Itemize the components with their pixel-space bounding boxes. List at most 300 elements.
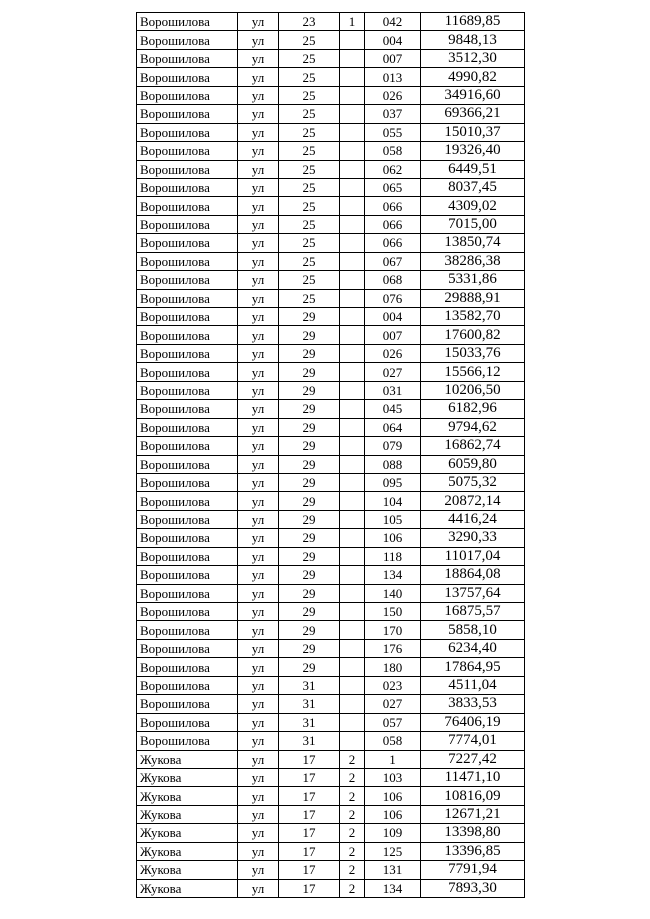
table-row bbox=[137, 142, 525, 160]
street-type-cell: ул bbox=[238, 142, 279, 160]
apartment-number-cell: 013 bbox=[365, 68, 421, 86]
house-number-cell: 31 bbox=[279, 713, 340, 731]
amount-cell: 17864,95 bbox=[421, 658, 525, 676]
house-number-cell: 31 bbox=[279, 695, 340, 713]
table-row bbox=[137, 842, 525, 860]
table-row bbox=[137, 750, 525, 768]
street-cell: Ворошилова bbox=[137, 492, 238, 510]
house-number-cell: 25 bbox=[279, 289, 340, 307]
table-row bbox=[137, 584, 525, 602]
street-cell: Жукова bbox=[137, 861, 238, 879]
apartment-number-cell: 140 bbox=[365, 584, 421, 602]
building-number-cell bbox=[340, 603, 365, 621]
building-number-cell bbox=[340, 566, 365, 584]
building-number-cell bbox=[340, 105, 365, 123]
street-type-cell: ул bbox=[238, 86, 279, 104]
house-number-cell: 25 bbox=[279, 49, 340, 67]
street-cell: Ворошилова bbox=[137, 676, 238, 694]
building-number-cell bbox=[340, 68, 365, 86]
building-number-cell: 2 bbox=[340, 824, 365, 842]
street-cell: Ворошилова bbox=[137, 142, 238, 160]
street-cell: Ворошилова bbox=[137, 289, 238, 307]
street-cell: Ворошилова bbox=[137, 105, 238, 123]
apartment-number-cell: 088 bbox=[365, 455, 421, 473]
street-cell: Ворошилова bbox=[137, 584, 238, 602]
amount-cell: 6182,96 bbox=[421, 400, 525, 418]
street-type-cell: ул bbox=[238, 529, 279, 547]
street-cell: Ворошилова bbox=[137, 215, 238, 233]
street-type-cell: ул bbox=[238, 326, 279, 344]
apartment-number-cell: 106 bbox=[365, 787, 421, 805]
building-number-cell bbox=[340, 381, 365, 399]
table-row bbox=[137, 308, 525, 326]
building-number-cell bbox=[340, 639, 365, 657]
amount-cell: 16875,57 bbox=[421, 603, 525, 621]
table-row bbox=[137, 160, 525, 178]
apartment-number-cell: 058 bbox=[365, 142, 421, 160]
amount-cell: 18864,08 bbox=[421, 566, 525, 584]
amount-cell: 3512,30 bbox=[421, 49, 525, 67]
street-type-cell: ул bbox=[238, 492, 279, 510]
table-row bbox=[137, 381, 525, 399]
amount-cell: 13757,64 bbox=[421, 584, 525, 602]
table-row bbox=[137, 363, 525, 381]
building-number-cell bbox=[340, 289, 365, 307]
street-cell: Ворошилова bbox=[137, 547, 238, 565]
building-number-cell bbox=[340, 252, 365, 270]
house-number-cell: 29 bbox=[279, 621, 340, 639]
amount-cell: 29888,91 bbox=[421, 289, 525, 307]
street-type-cell: ул bbox=[238, 566, 279, 584]
amount-cell: 3290,33 bbox=[421, 529, 525, 547]
house-number-cell: 17 bbox=[279, 768, 340, 786]
table-row bbox=[137, 86, 525, 104]
street-cell: Жукова bbox=[137, 787, 238, 805]
street-cell: Ворошилова bbox=[137, 49, 238, 67]
house-number-cell: 29 bbox=[279, 400, 340, 418]
apartment-number-cell: 026 bbox=[365, 86, 421, 104]
apartment-number-cell: 118 bbox=[365, 547, 421, 565]
amount-cell: 11017,04 bbox=[421, 547, 525, 565]
table-row bbox=[137, 344, 525, 362]
building-number-cell bbox=[340, 658, 365, 676]
street-cell: Ворошилова bbox=[137, 308, 238, 326]
amount-cell: 69366,21 bbox=[421, 105, 525, 123]
street-type-cell: ул bbox=[238, 824, 279, 842]
house-number-cell: 29 bbox=[279, 639, 340, 657]
amount-cell: 15566,12 bbox=[421, 363, 525, 381]
street-type-cell: ул bbox=[238, 658, 279, 676]
table-row bbox=[137, 31, 525, 49]
street-type-cell: ул bbox=[238, 363, 279, 381]
house-number-cell: 29 bbox=[279, 566, 340, 584]
amount-cell: 13850,74 bbox=[421, 234, 525, 252]
street-cell: Ворошилова bbox=[137, 234, 238, 252]
building-number-cell: 2 bbox=[340, 750, 365, 768]
debt-table-body bbox=[137, 13, 525, 898]
street-type-cell: ул bbox=[238, 584, 279, 602]
amount-cell: 3833,53 bbox=[421, 695, 525, 713]
amount-cell: 20872,14 bbox=[421, 492, 525, 510]
table-row bbox=[137, 234, 525, 252]
table-row bbox=[137, 400, 525, 418]
apartment-number-cell: 037 bbox=[365, 105, 421, 123]
street-type-cell: ул bbox=[238, 178, 279, 196]
street-cell: Ворошилова bbox=[137, 418, 238, 436]
building-number-cell: 2 bbox=[340, 787, 365, 805]
street-type-cell: ул bbox=[238, 418, 279, 436]
street-type-cell: ул bbox=[238, 713, 279, 731]
house-number-cell: 31 bbox=[279, 732, 340, 750]
street-type-cell: ул bbox=[238, 271, 279, 289]
apartment-number-cell: 105 bbox=[365, 510, 421, 528]
house-number-cell: 29 bbox=[279, 455, 340, 473]
street-cell: Ворошилова bbox=[137, 621, 238, 639]
street-type-cell: ул bbox=[238, 381, 279, 399]
house-number-cell: 29 bbox=[279, 658, 340, 676]
amount-cell: 38286,38 bbox=[421, 252, 525, 270]
amount-cell: 4309,02 bbox=[421, 197, 525, 215]
street-type-cell: ул bbox=[238, 215, 279, 233]
building-number-cell bbox=[340, 455, 365, 473]
amount-cell: 6449,51 bbox=[421, 160, 525, 178]
house-number-cell: 17 bbox=[279, 879, 340, 897]
house-number-cell: 17 bbox=[279, 861, 340, 879]
amount-cell: 7774,01 bbox=[421, 732, 525, 750]
house-number-cell: 17 bbox=[279, 750, 340, 768]
apartment-number-cell: 007 bbox=[365, 326, 421, 344]
street-cell: Ворошилова bbox=[137, 603, 238, 621]
street-cell: Ворошилова bbox=[137, 363, 238, 381]
building-number-cell bbox=[340, 271, 365, 289]
building-number-cell bbox=[340, 215, 365, 233]
house-number-cell: 25 bbox=[279, 271, 340, 289]
building-number-cell bbox=[340, 584, 365, 602]
street-cell: Жукова bbox=[137, 750, 238, 768]
building-number-cell bbox=[340, 473, 365, 491]
table-row bbox=[137, 68, 525, 86]
building-number-cell bbox=[340, 123, 365, 141]
apartment-number-cell: 076 bbox=[365, 289, 421, 307]
amount-cell: 15033,76 bbox=[421, 344, 525, 362]
apartment-number-cell: 068 bbox=[365, 271, 421, 289]
apartment-number-cell: 150 bbox=[365, 603, 421, 621]
amount-cell: 7791,94 bbox=[421, 861, 525, 879]
street-type-cell: ул bbox=[238, 768, 279, 786]
apartment-number-cell: 058 bbox=[365, 732, 421, 750]
street-type-cell: ул bbox=[238, 49, 279, 67]
building-number-cell bbox=[340, 529, 365, 547]
house-number-cell: 29 bbox=[279, 381, 340, 399]
apartment-number-cell: 066 bbox=[365, 197, 421, 215]
house-number-cell: 25 bbox=[279, 234, 340, 252]
table-row bbox=[137, 676, 525, 694]
table-row bbox=[137, 547, 525, 565]
building-number-cell bbox=[340, 197, 365, 215]
house-number-cell: 25 bbox=[279, 123, 340, 141]
amount-cell: 19326,40 bbox=[421, 142, 525, 160]
street-type-cell: ул bbox=[238, 879, 279, 897]
street-type-cell: ул bbox=[238, 603, 279, 621]
building-number-cell: 2 bbox=[340, 879, 365, 897]
table-row bbox=[137, 437, 525, 455]
building-number-cell bbox=[340, 363, 365, 381]
apartment-number-cell: 176 bbox=[365, 639, 421, 657]
table-row bbox=[137, 492, 525, 510]
apartment-number-cell: 065 bbox=[365, 178, 421, 196]
street-cell: Ворошилова bbox=[137, 252, 238, 270]
street-cell: Ворошилова bbox=[137, 31, 238, 49]
amount-cell: 4511,04 bbox=[421, 676, 525, 694]
street-type-cell: ул bbox=[238, 308, 279, 326]
apartment-number-cell: 045 bbox=[365, 400, 421, 418]
table-row bbox=[137, 805, 525, 823]
building-number-cell bbox=[340, 437, 365, 455]
amount-cell: 15010,37 bbox=[421, 123, 525, 141]
house-number-cell: 17 bbox=[279, 842, 340, 860]
house-number-cell: 29 bbox=[279, 547, 340, 565]
street-type-cell: ул bbox=[238, 160, 279, 178]
building-number-cell bbox=[340, 676, 365, 694]
amount-cell: 6234,40 bbox=[421, 639, 525, 657]
street-type-cell: ул bbox=[238, 510, 279, 528]
house-number-cell: 25 bbox=[279, 178, 340, 196]
amount-cell: 4990,82 bbox=[421, 68, 525, 86]
apartment-number-cell: 067 bbox=[365, 252, 421, 270]
street-type-cell: ул bbox=[238, 787, 279, 805]
street-type-cell: ул bbox=[238, 732, 279, 750]
table-row bbox=[137, 861, 525, 879]
house-number-cell: 29 bbox=[279, 510, 340, 528]
house-number-cell: 17 bbox=[279, 805, 340, 823]
apartment-number-cell: 079 bbox=[365, 437, 421, 455]
house-number-cell: 29 bbox=[279, 473, 340, 491]
building-number-cell bbox=[340, 31, 365, 49]
street-type-cell: ул bbox=[238, 68, 279, 86]
house-number-cell: 25 bbox=[279, 252, 340, 270]
street-cell: Ворошилова bbox=[137, 197, 238, 215]
apartment-number-cell: 104 bbox=[365, 492, 421, 510]
street-cell: Ворошилова bbox=[137, 473, 238, 491]
apartment-number-cell: 027 bbox=[365, 363, 421, 381]
house-number-cell: 29 bbox=[279, 529, 340, 547]
building-number-cell bbox=[340, 492, 365, 510]
table-row bbox=[137, 510, 525, 528]
apartment-number-cell: 031 bbox=[365, 381, 421, 399]
house-number-cell: 25 bbox=[279, 105, 340, 123]
amount-cell: 10816,09 bbox=[421, 787, 525, 805]
apartment-number-cell: 062 bbox=[365, 160, 421, 178]
amount-cell: 9848,13 bbox=[421, 31, 525, 49]
table-row bbox=[137, 13, 525, 31]
house-number-cell: 25 bbox=[279, 31, 340, 49]
street-type-cell: ул bbox=[238, 639, 279, 657]
apartment-number-cell: 026 bbox=[365, 344, 421, 362]
apartment-number-cell: 125 bbox=[365, 842, 421, 860]
street-cell: Ворошилова bbox=[137, 713, 238, 731]
table-row bbox=[137, 566, 525, 584]
apartment-number-cell: 004 bbox=[365, 31, 421, 49]
building-number-cell bbox=[340, 510, 365, 528]
street-cell: Ворошилова bbox=[137, 68, 238, 86]
table-row bbox=[137, 49, 525, 67]
apartment-number-cell: 180 bbox=[365, 658, 421, 676]
building-number-cell bbox=[340, 344, 365, 362]
building-number-cell bbox=[340, 160, 365, 178]
house-number-cell: 25 bbox=[279, 68, 340, 86]
building-number-cell bbox=[340, 400, 365, 418]
building-number-cell bbox=[340, 732, 365, 750]
apartment-number-cell: 064 bbox=[365, 418, 421, 436]
building-number-cell bbox=[340, 326, 365, 344]
apartment-number-cell: 057 bbox=[365, 713, 421, 731]
house-number-cell: 25 bbox=[279, 86, 340, 104]
table-row bbox=[137, 713, 525, 731]
street-type-cell: ул bbox=[238, 547, 279, 565]
amount-cell: 5075,32 bbox=[421, 473, 525, 491]
amount-cell: 13396,85 bbox=[421, 842, 525, 860]
street-cell: Ворошилова bbox=[137, 160, 238, 178]
amount-cell: 9794,62 bbox=[421, 418, 525, 436]
table-row bbox=[137, 178, 525, 196]
street-type-cell: ул bbox=[238, 437, 279, 455]
amount-cell: 8037,45 bbox=[421, 178, 525, 196]
house-number-cell: 17 bbox=[279, 787, 340, 805]
street-type-cell: ул bbox=[238, 197, 279, 215]
amount-cell: 76406,19 bbox=[421, 713, 525, 731]
street-type-cell: ул bbox=[238, 234, 279, 252]
street-type-cell: ул bbox=[238, 861, 279, 879]
house-number-cell: 29 bbox=[279, 418, 340, 436]
table-row bbox=[137, 105, 525, 123]
building-number-cell bbox=[340, 713, 365, 731]
street-cell: Ворошилова bbox=[137, 658, 238, 676]
street-type-cell: ул bbox=[238, 695, 279, 713]
apartment-number-cell: 131 bbox=[365, 861, 421, 879]
building-number-cell bbox=[340, 234, 365, 252]
building-number-cell bbox=[340, 49, 365, 67]
street-cell: Жукова bbox=[137, 824, 238, 842]
street-type-cell: ул bbox=[238, 842, 279, 860]
street-cell: Жукова bbox=[137, 768, 238, 786]
building-number-cell: 2 bbox=[340, 805, 365, 823]
house-number-cell: 29 bbox=[279, 363, 340, 381]
house-number-cell: 17 bbox=[279, 824, 340, 842]
apartment-number-cell: 170 bbox=[365, 621, 421, 639]
street-cell: Ворошилова bbox=[137, 566, 238, 584]
apartment-number-cell: 1 bbox=[365, 750, 421, 768]
building-number-cell: 2 bbox=[340, 842, 365, 860]
street-cell: Ворошилова bbox=[137, 13, 238, 31]
table-row bbox=[137, 603, 525, 621]
table-row bbox=[137, 529, 525, 547]
street-type-cell: ул bbox=[238, 252, 279, 270]
apartment-number-cell: 106 bbox=[365, 529, 421, 547]
house-number-cell: 29 bbox=[279, 326, 340, 344]
street-cell: Ворошилова bbox=[137, 695, 238, 713]
house-number-cell: 29 bbox=[279, 584, 340, 602]
amount-cell: 7227,42 bbox=[421, 750, 525, 768]
street-cell: Ворошилова bbox=[137, 529, 238, 547]
table-row bbox=[137, 252, 525, 270]
street-type-cell: ул bbox=[238, 473, 279, 491]
table-row bbox=[137, 455, 525, 473]
street-cell: Ворошилова bbox=[137, 400, 238, 418]
table-row bbox=[137, 639, 525, 657]
street-type-cell: ул bbox=[238, 123, 279, 141]
amount-cell: 12671,21 bbox=[421, 805, 525, 823]
table-row bbox=[137, 824, 525, 842]
street-type-cell: ул bbox=[238, 805, 279, 823]
table-row bbox=[137, 289, 525, 307]
table-row bbox=[137, 271, 525, 289]
table-row bbox=[137, 197, 525, 215]
house-number-cell: 25 bbox=[279, 160, 340, 178]
building-number-cell bbox=[340, 621, 365, 639]
street-cell: Жукова bbox=[137, 805, 238, 823]
street-cell: Ворошилова bbox=[137, 178, 238, 196]
table-row bbox=[137, 695, 525, 713]
street-cell: Ворошилова bbox=[137, 123, 238, 141]
street-cell: Жукова bbox=[137, 842, 238, 860]
table-row bbox=[137, 621, 525, 639]
building-number-cell bbox=[340, 695, 365, 713]
building-number-cell bbox=[340, 547, 365, 565]
street-cell: Ворошилова bbox=[137, 455, 238, 473]
street-type-cell: ул bbox=[238, 676, 279, 694]
amount-cell: 34916,60 bbox=[421, 86, 525, 104]
apartment-number-cell: 109 bbox=[365, 824, 421, 842]
apartment-number-cell: 027 bbox=[365, 695, 421, 713]
amount-cell: 13582,70 bbox=[421, 308, 525, 326]
amount-cell: 17600,82 bbox=[421, 326, 525, 344]
street-cell: Ворошилова bbox=[137, 437, 238, 455]
street-cell: Ворошилова bbox=[137, 271, 238, 289]
street-type-cell: ул bbox=[238, 621, 279, 639]
street-cell: Ворошилова bbox=[137, 86, 238, 104]
apartment-number-cell: 134 bbox=[365, 879, 421, 897]
street-type-cell: ул bbox=[238, 750, 279, 768]
street-cell: Ворошилова bbox=[137, 326, 238, 344]
house-number-cell: 29 bbox=[279, 344, 340, 362]
apartment-number-cell: 134 bbox=[365, 566, 421, 584]
street-type-cell: ул bbox=[238, 400, 279, 418]
debt-table bbox=[136, 12, 525, 898]
amount-cell: 5331,86 bbox=[421, 271, 525, 289]
street-cell: Ворошилова bbox=[137, 510, 238, 528]
house-number-cell: 25 bbox=[279, 197, 340, 215]
building-number-cell bbox=[340, 308, 365, 326]
table-row bbox=[137, 732, 525, 750]
table-row bbox=[137, 473, 525, 491]
street-cell: Жукова bbox=[137, 879, 238, 897]
street-type-cell: ул bbox=[238, 455, 279, 473]
table-row bbox=[137, 123, 525, 141]
amount-cell: 11471,10 bbox=[421, 768, 525, 786]
house-number-cell: 25 bbox=[279, 215, 340, 233]
building-number-cell bbox=[340, 418, 365, 436]
street-type-cell: ул bbox=[238, 31, 279, 49]
apartment-number-cell: 004 bbox=[365, 308, 421, 326]
house-number-cell: 29 bbox=[279, 492, 340, 510]
apartment-number-cell: 066 bbox=[365, 234, 421, 252]
apartment-number-cell: 066 bbox=[365, 215, 421, 233]
amount-cell: 10206,50 bbox=[421, 381, 525, 399]
table-row bbox=[137, 326, 525, 344]
apartment-number-cell: 007 bbox=[365, 49, 421, 67]
street-type-cell: ул bbox=[238, 105, 279, 123]
apartment-number-cell: 042 bbox=[365, 13, 421, 31]
